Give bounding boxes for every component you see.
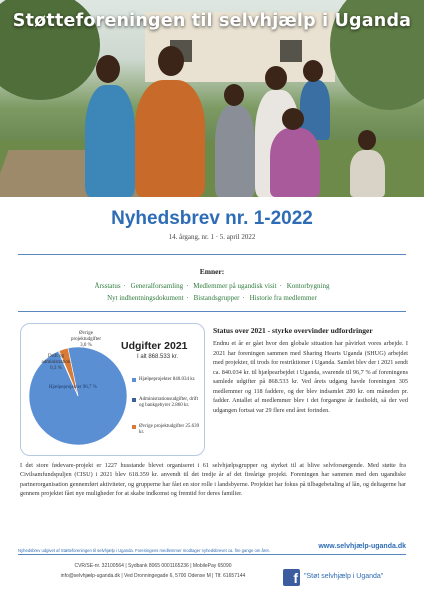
website-link[interactable]: www.selvhjælp-uganda.dk bbox=[318, 543, 406, 550]
slice-label-admin: Drift og administration 0,3 % bbox=[41, 354, 71, 371]
person bbox=[350, 150, 385, 197]
legend-item: Administrationsudgifter, drift og bankgebyrer 2.860 kr. bbox=[139, 397, 201, 409]
divider bbox=[18, 254, 406, 255]
divider bbox=[18, 311, 406, 312]
toc-link[interactable]: Generalforsamling bbox=[130, 282, 184, 290]
chart-title: Udgifter 2021 bbox=[121, 340, 188, 352]
building-window bbox=[280, 40, 302, 62]
person-head bbox=[265, 66, 287, 90]
facebook-page-label[interactable]: "Støt selvhjælp i Uganda" bbox=[304, 573, 384, 580]
bank-details: CVR/SE-nr. 32100564 | Sydbank 8065 0001165236 | MobilePay 65090 bbox=[74, 563, 232, 569]
expenses-chart bbox=[20, 323, 205, 456]
slice-label-projects: Hjælpeprojekter 96,7 % bbox=[49, 385, 97, 390]
divider bbox=[18, 554, 406, 555]
person-head bbox=[96, 55, 120, 83]
article-body: Endnu et år er gået hvor den globale situation har påvirket vores arbejde. I 2021 har foreningen sammen med Sharing Hearts Uganda (SHUG) arbejdet med projekter, til trods for restriktioner i Uganda. Samlet blev der i 2021 sendt ca. 840.034 kr. til hjælpearbejdet i Uganda, svarende til 96,7 % af foreningens samlede udgifter på 868.533 kr. Ved årets udgang havde foreningen 305 medlemmer og 118 faddere, og der blev indsamlet 280 kr. om måneden pr. fadder. Antallet af medlemmer blev i det forgangne år fastholdt, så der ved udgangen fortsat var 29 flere end året forinden. bbox=[213, 340, 408, 414]
toc-link[interactable]: Bistandsgrupper bbox=[193, 294, 240, 302]
newsletter-title: Nyhedsbrev nr. 1-2022 bbox=[111, 208, 313, 229]
publisher-note: Nyhedsbrev udgivet af Støtteforeningen til selvhjælp i Uganda. Foreningens medlemmer modtager nyhedsbrevet ca. fire gange om året. bbox=[18, 548, 270, 553]
toc-link[interactable]: Årsstatus bbox=[94, 282, 121, 290]
organization-title: Støtteforeningen til selvhjælp i Uganda bbox=[12, 11, 412, 31]
toc-link[interactable]: Kontorbygning bbox=[286, 282, 330, 290]
legend-item: Hjælpeprojekter 840.034 kr. bbox=[139, 377, 201, 383]
toc-link[interactable]: Medlemmer på ugandisk visit bbox=[193, 282, 277, 290]
article-body-continued: I det store fødevare-projekt er 1227 husstande blevet organiseret i 61 selvhjælpsgrupper og styrket til at blive selvforsørgende. Med støtte fra Civilsamfundspuljen (CISU) i 2021 blev 618.359 kr. anvendt til det tredje år af det fireårige projekt. Foreningen har sammen med den ugandiske partnerorganisation gennemført aktiviteter, og grupperne har fået en stor rolle i landsbyerne. Projektet har fokus på tilbagebetaling af lån, og deltagerne har gennem projektet fået nye muligheder for at skabe indkomst og fremtid for deres familier. bbox=[20, 462, 406, 497]
person-head bbox=[224, 84, 244, 106]
person bbox=[215, 105, 255, 197]
facebook-icon[interactable]: f bbox=[283, 569, 300, 586]
article-heading: Status over 2021 - styrke overvinder udfordringer bbox=[213, 326, 373, 335]
legend-swatch bbox=[132, 398, 136, 402]
chart-subtitle: I alt 868.533 kr. bbox=[137, 354, 179, 360]
legend-item: Øvrige projektudgifter 25.639 kr. bbox=[139, 424, 201, 436]
toc-line-2: Nyt indhentningsdokument · Bistandsgrupper · Historie fra medlemmer bbox=[107, 294, 317, 302]
person-head bbox=[358, 130, 376, 150]
person-head bbox=[303, 60, 323, 82]
person-head bbox=[282, 108, 304, 130]
toc-link[interactable]: Historie fra medlemmer bbox=[249, 294, 317, 302]
toc-heading: Emner: bbox=[199, 267, 225, 276]
person bbox=[270, 128, 320, 197]
newsletter-issue: 14. årgang, nr. 1 · 5. april 2022 bbox=[168, 233, 256, 241]
toc-link[interactable]: Nyt indhentningsdokument bbox=[107, 294, 184, 302]
legend-swatch bbox=[132, 425, 136, 429]
person bbox=[135, 80, 205, 197]
person bbox=[85, 85, 135, 197]
contact-details: info@selvhjælp-uganda.dk | Ved Dronningegade 6, 5700 Odense M | Tlf. 61657144 bbox=[60, 573, 246, 579]
slice-label-other: Øvrige projektudgifter 3,0 % bbox=[71, 331, 101, 348]
toc-line-1: Årsstatus · Generalforsamling · Medlemmer på ugandisk visit · Kontorbygning bbox=[94, 282, 330, 290]
hero-photo bbox=[0, 0, 424, 197]
person-head bbox=[158, 46, 184, 76]
legend-swatch bbox=[132, 378, 136, 382]
